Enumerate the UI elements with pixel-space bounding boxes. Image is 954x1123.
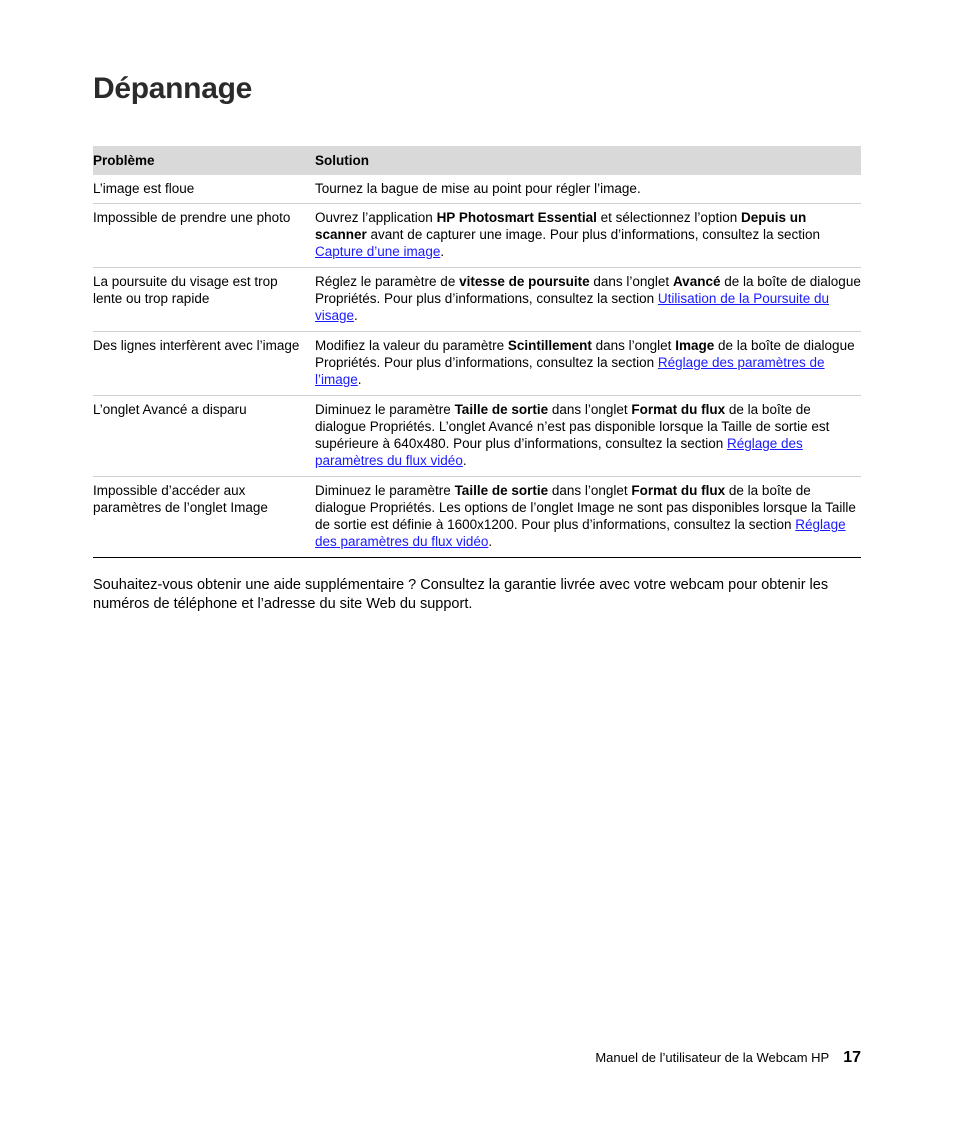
solution-text: dans l’onglet	[548, 483, 632, 498]
solution-text: de la boîte de dialogue Propriétés. Pour plus d’informations, consultez la section	[315, 274, 861, 306]
section-link[interactable]: Réglage des paramètres du flux vidéo	[315, 436, 803, 468]
solution-cell	[315, 401, 861, 476]
option-name: Avancé	[672, 274, 721, 289]
troubleshooting-table	[93, 146, 861, 558]
problem-cell: Impossible d’accéder aux paramètres de l’onglet Image	[93, 483, 268, 515]
option-name: Format du flux	[631, 483, 726, 498]
problem-cell: L’image est floue	[93, 181, 195, 196]
table-header	[93, 146, 861, 175]
solution-cell	[315, 482, 861, 557]
solution-text: avant de capturer une image. Pour plus d’informations, consultez la section	[366, 227, 821, 242]
header-problem: Problème	[93, 153, 155, 168]
solution-text: de la boîte de dialogue Propriétés. L’onglet Avancé n’est pas disponible lorsque la Taille de sortie est supérieure à 640x480. Pour plus d’informations, consultez la section	[315, 402, 830, 451]
option-name: Format du flux	[631, 402, 726, 417]
solution-text: .	[440, 244, 445, 259]
table-row	[93, 477, 861, 558]
table-row	[93, 175, 861, 204]
problem-cell: L’onglet Avancé a disparu	[93, 402, 247, 417]
option-name: vitesse de poursuite	[459, 274, 590, 289]
option-name: Image	[675, 338, 715, 353]
solution-text: et sélectionnez l’option	[596, 210, 741, 225]
header-solution: Solution	[315, 153, 369, 168]
support-note: Souhaitez-vous obtenir une aide supplémentaire ? Consultez la garantie livrée avec votre webcam pour obtenir les numéros de téléphone et l’adresse du site Web du support.	[93, 577, 829, 612]
table-row	[93, 332, 861, 396]
solution-text: dans l’onglet	[591, 338, 676, 353]
solution-text: dans l’onglet	[589, 274, 673, 289]
page-footer	[595, 1049, 861, 1067]
solution-text: Ouvrez l’application	[315, 210, 437, 225]
solution-cell	[315, 337, 861, 395]
option-name: Scintillement	[507, 338, 592, 353]
solution-text: .	[488, 534, 493, 549]
solution-text: .	[354, 308, 358, 323]
solution-cell	[315, 273, 861, 331]
problem-cell: Impossible de prendre une photo	[93, 210, 291, 225]
section-link[interactable]: Réglage des paramètres du flux vidéo	[315, 517, 846, 549]
solution-text: Diminuez le paramètre	[315, 483, 455, 498]
page-number: 17	[843, 1049, 861, 1066]
option-name: HP Photosmart Essential	[436, 210, 597, 225]
solution-text: Tournez la bague de mise au point pour régler l’image.	[315, 181, 641, 196]
table-body	[93, 175, 861, 558]
problem-cell: Des lignes interfèrent avec l’image	[93, 338, 300, 353]
solution-text: dans l’onglet	[548, 402, 632, 417]
solution-text: Réglez le paramètre de	[315, 274, 460, 289]
solution-cell	[315, 209, 861, 267]
solution-text: de la boîte de dialogue Propriétés. Les options de l’onglet Image ne sont pas disponibles lorsque la Taille de sortie est définie à 1600x1200. Pour plus d’informations, consultez la section	[315, 483, 856, 532]
solution-text: .	[357, 372, 362, 387]
option-name: Taille de sortie	[454, 402, 549, 417]
table-row	[93, 396, 861, 477]
solution-cell	[315, 180, 861, 203]
footer-manual-title: Manuel de l’utilisateur de la Webcam HP	[595, 1050, 830, 1065]
section-link[interactable]: Utilisation de la Poursuite du visage	[315, 291, 830, 323]
solution-text: de la boîte de dialogue Propriétés. Pour plus d’informations, consultez la section	[315, 338, 855, 370]
solution-text: Modifiez la valeur du paramètre	[315, 338, 508, 353]
section-link[interactable]: Réglage des paramètres de l’image	[315, 355, 825, 387]
option-name: Depuis un scanner	[315, 210, 807, 242]
table-row	[93, 268, 861, 332]
solution-text: Diminuez le paramètre	[315, 402, 455, 417]
option-name: Taille de sortie	[454, 483, 549, 498]
solution-text: .	[462, 453, 467, 468]
table-row	[93, 204, 861, 268]
page-title: Dépannage	[93, 72, 253, 105]
section-link[interactable]: Capture d’une image	[315, 244, 441, 259]
problem-cell: La poursuite du visage est trop lente ou trop rapide	[93, 274, 278, 306]
